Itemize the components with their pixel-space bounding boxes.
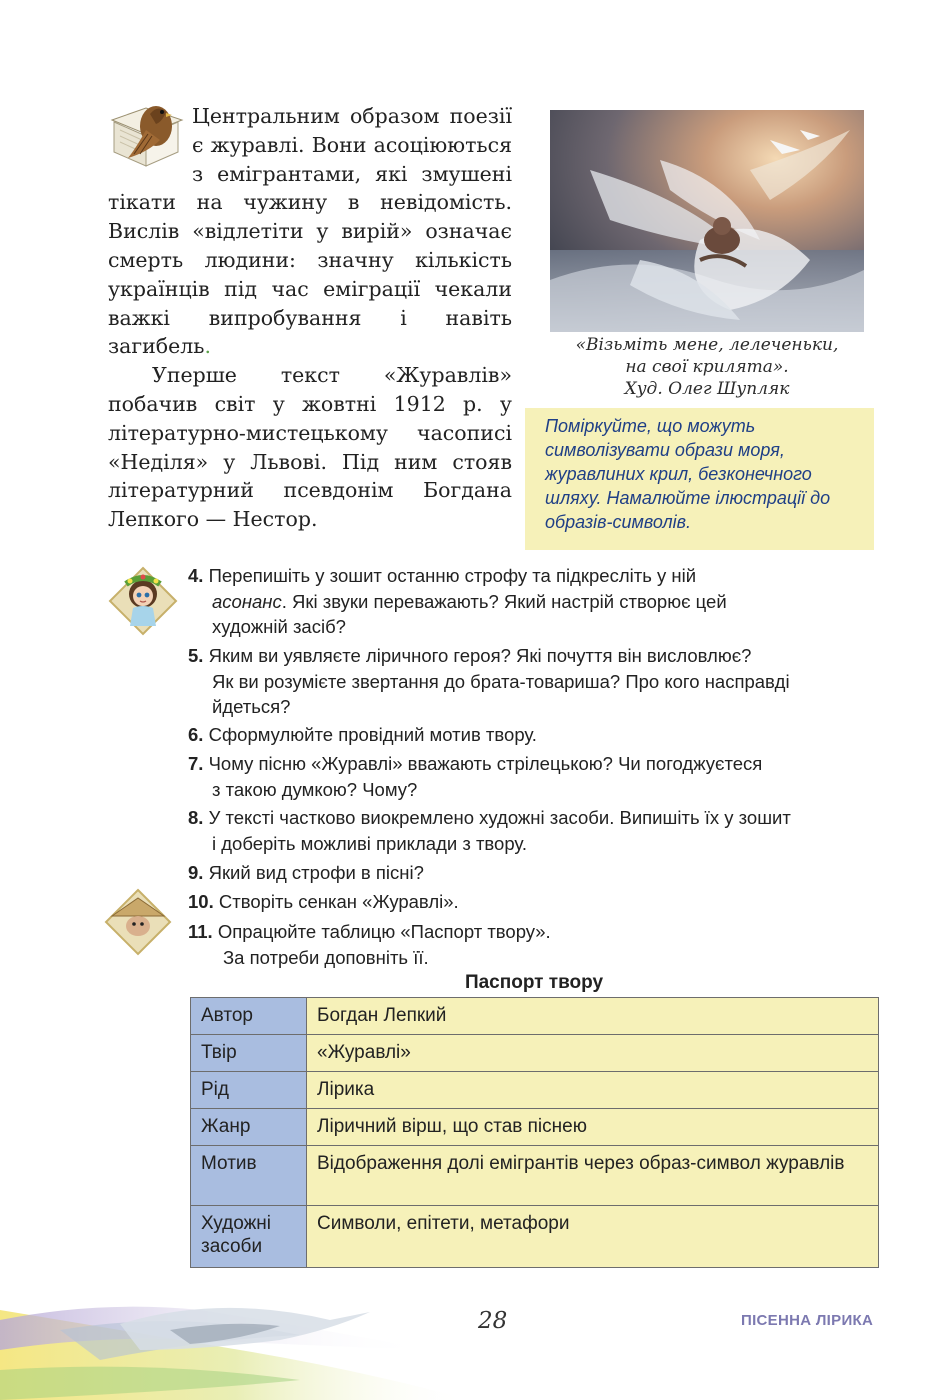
table-value: Символи, епітети, метафори [307, 1206, 879, 1268]
table-value: Ліричний вірш, що став піснею [307, 1109, 879, 1146]
question-text: Який вид строфи в пісні? [208, 862, 424, 883]
question-number: 7. [188, 753, 204, 774]
table-key: Мотив [191, 1146, 307, 1206]
table-value: Богдан Лепкий [307, 998, 879, 1035]
table-key: Художні засоби [191, 1206, 307, 1268]
swallow-art [0, 1290, 470, 1400]
table-key: Рід [191, 1072, 307, 1109]
question-number: 4. [188, 565, 204, 586]
question-text: За потреби доповніть її. [223, 946, 429, 968]
question-8 [188, 805, 791, 856]
question-text: художній засіб? [212, 616, 346, 637]
question-number: 6. [188, 724, 204, 745]
intro-text [108, 102, 512, 534]
caption-line-3: Худ. Олег Шупляк [624, 379, 790, 399]
question-text: Створіть сенкан «Журавлі». [218, 891, 459, 912]
intro-paragraph-2: Уперше текст «Журавлів» побачив світ у жовтні 1912 р. у літературно-мистецькому часописі «Неділя» у Львові. Під ним стояв літературний псевдонім Богдана Лепкого — Нестор. [108, 363, 512, 532]
green-period: . [204, 334, 211, 359]
question-text: Сформулюйте провідний мотив твору. [208, 724, 537, 745]
question-5 [188, 643, 790, 720]
table-value: Відображення долі емігрантів через образ-символ журавлів [307, 1146, 879, 1206]
table-key: Твір [191, 1035, 307, 1072]
table-row [191, 1206, 879, 1268]
question-10 [188, 889, 459, 915]
think-box-text: Поміркуйте, що можуть символізувати образи моря, журавлиних крил, безконечного шляху. Намалюйте ілюстрації до образів-символів. [545, 416, 831, 532]
table-title: Паспорт твору [464, 972, 604, 993]
table-key: Автор [191, 998, 307, 1035]
think-box [525, 408, 874, 550]
question-text: йдеться? [212, 696, 291, 717]
question-number: 9. [188, 862, 204, 883]
table-row [191, 1072, 879, 1109]
question-text: . Які звуки переважають? Який настрій створює цей [281, 590, 727, 612]
question-text: У тексті частково виокремлено художні засоби. Випишіть їх у зошит [208, 807, 791, 828]
question-text: Чому пісню «Журавлі» вважають стрілецькою? Чи погоджуєтеся [208, 753, 763, 774]
question-4 [188, 563, 727, 640]
table-row [191, 1109, 879, 1146]
caption-line-2: на свої крилята». [625, 357, 789, 377]
question-number: 10. [188, 891, 214, 912]
painting-caption [548, 334, 866, 400]
question-text: Перепишіть у зошит останню строфу та підкресліть у ній [208, 565, 697, 586]
caption-line-1: «Візьміть мене, лелеченьки, [575, 335, 839, 355]
table-value: Лірика [307, 1072, 879, 1109]
old-man-icon [104, 888, 172, 956]
question-text: і доберіть можливі приклади з твору. [212, 832, 527, 854]
table-key: Жанр [191, 1109, 307, 1146]
table-row [191, 1146, 879, 1206]
question-text: Опрацюйте таблицю «Паспорт твору». [217, 921, 551, 942]
question-number: 11. [188, 921, 213, 942]
question-7 [188, 751, 762, 802]
question-number: 8. [188, 807, 204, 828]
passport-table [190, 997, 879, 1268]
painting-image [550, 110, 864, 332]
question-9 [188, 860, 424, 886]
table-row [191, 998, 879, 1035]
page-number: 28 [478, 1308, 508, 1334]
table-value: «Журавлі» [307, 1035, 879, 1072]
question-emphasis: асонанс [212, 590, 282, 612]
question-6 [188, 722, 537, 748]
question-text: Як ви розумієте звертання до брата-товариша? Про кого насправді [212, 670, 790, 692]
question-number: 5. [188, 645, 204, 666]
question-text: з такою думкою? Чому? [212, 778, 418, 800]
wreath-girl-icon [108, 566, 178, 636]
question-11 [188, 919, 551, 970]
question-text: Яким ви уявляєте ліричного героя? Які почуття він висловлює? [208, 645, 752, 666]
intro-paragraph-1: Центральним образом поезії є журавлі. Вони асоціюються з емігрантами, які змушені тікати на чужину в невідомість. Вислів «відлетіти у вирій» означає смерть людини: значну кількість українців під час еміграції чекали важкі випробування і навіть загибель. [108, 104, 512, 359]
table-row [191, 1035, 879, 1072]
section-name: ПІСЕННА ЛІРИКА [741, 1312, 874, 1329]
